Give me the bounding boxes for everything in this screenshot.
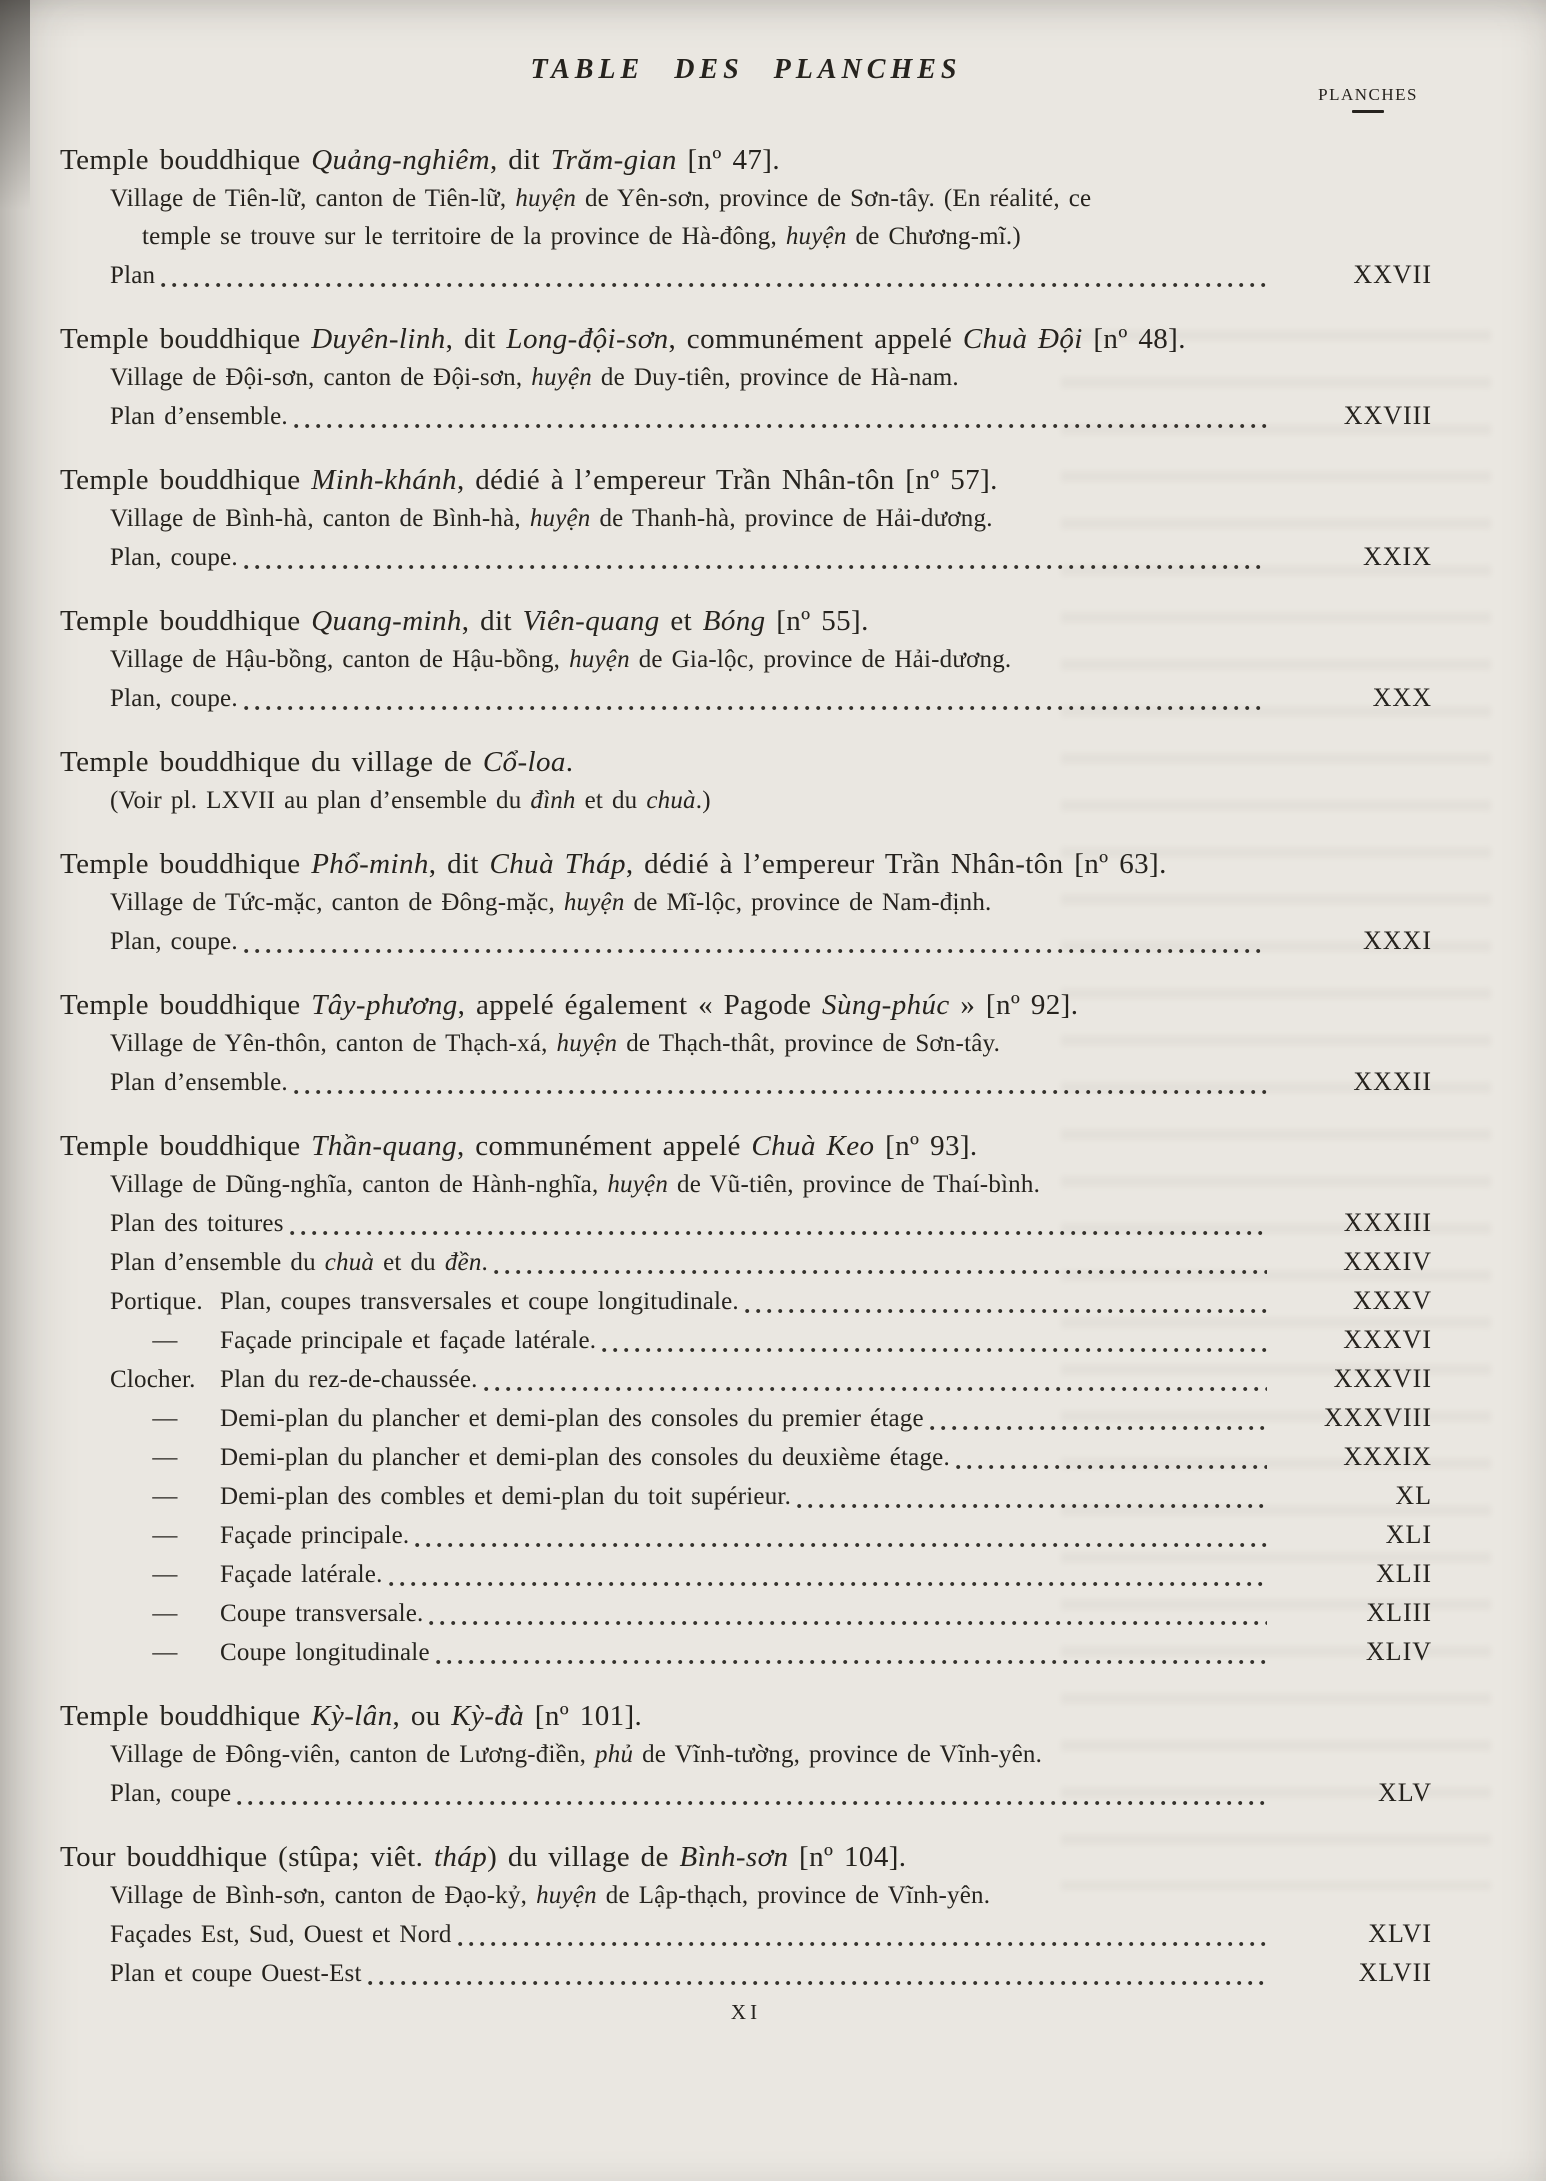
vietnamese-term: tháp [433,1841,488,1873]
dotted-leader [930,1425,1267,1431]
plate-row [60,1204,1432,1243]
dotted-leader [458,1941,1267,1947]
dotted-leader [368,1980,1267,1986]
plate-numeral: XXXIX [1343,1442,1432,1471]
plate-row [60,397,1432,436]
vietnamese-term: Trăm-gian [550,144,677,176]
plate-prefix: Portique. [110,1288,203,1315]
plate-row [60,1477,1432,1516]
plate-label: Plan, coupes transversales et coupe longitudinale. [220,1288,739,1315]
plate-numeral: XLIII [1366,1598,1432,1627]
vietnamese-term: huyện [569,646,630,673]
plate-label: Plan d’ensemble du chuà et du đền. [110,1249,488,1276]
entry-detail: Village de Đông-viên, canton de Lương-điền, phủ de Vĩnh-tường, province de Vĩnh-yên. [110,1741,1043,1768]
dotted-leader [244,564,1267,570]
dotted-leader [244,705,1267,711]
vietnamese-term: huyện [536,1882,597,1909]
plate-row [60,1438,1432,1477]
plate-row [60,256,1432,295]
vietnamese-term: Bình-sơn [679,1841,789,1873]
vietnamese-term: Bóng [702,605,766,637]
entry-detail: Village de Hậu-bồng, canton de Hậu-bồng, huyện de Gia-lộc, province de Hải-dương. [110,646,1012,673]
dotted-leader [290,1230,1267,1236]
planches-column-header [1318,86,1418,113]
dotted-leader [745,1308,1267,1314]
plate-label: Plan d’ensemble. [110,1069,288,1096]
vietnamese-term: Minh-khánh [311,464,457,496]
plate-numeral: XLV [1377,1778,1432,1807]
dotted-leader [415,1542,1267,1548]
vietnamese-term: đền [444,1249,482,1276]
table-entry [60,985,1432,1102]
vietnamese-term: chuà [324,1249,375,1276]
vietnamese-term: đình [530,787,576,814]
plate-label: Façade principale. [220,1522,410,1549]
entry-detail: Village de Tức-mặc, canton de Đông-mặc, huyện de Mĩ-lộc, province de Nam-định. [110,889,992,916]
dotted-leader [494,1269,1267,1275]
vietnamese-term: Kỳ-đà [451,1700,525,1732]
plate-row [60,1915,1432,1954]
plate-numeral: XXXV [1352,1286,1432,1315]
page-title: TABLE DES PLANCHES [530,54,962,85]
vietnamese-term: chuà [646,787,696,814]
plate-row [60,1063,1432,1102]
plate-numeral: XXXVI [1343,1325,1432,1354]
plate-label: Plan d’ensemble. [110,403,288,430]
plate-prefix: — [152,1561,178,1588]
plate-prefix: — [152,1600,178,1627]
plate-label: Coupe longitudinale [220,1639,430,1666]
vietnamese-term: Chuà Keo [751,1130,875,1162]
plate-row [60,1633,1432,1672]
plate-label: Plan des toitures [110,1210,284,1237]
dotted-leader [429,1620,1267,1626]
plate-label: Façades Est, Sud, Ouest et Nord [110,1921,452,1948]
plate-label: Demi-plan des combles et demi-plan du toit supérieur. [220,1483,792,1510]
dotted-leader [294,1089,1267,1095]
plate-row [60,1399,1432,1438]
plate-numeral: XXXIII [1343,1208,1432,1237]
plate-numeral: XLVI [1368,1919,1432,1948]
entry-detail: Village de Bình-hà, canton de Bình-hà, huyện de Thanh-hà, province de Hải-dương. [110,505,993,532]
plate-numeral: XXXI [1363,926,1432,955]
entry-heading: Temple bouddhique Tây-phương, appelé également « Pagode Sùng-phúc » [nº 92]. [60,989,1079,1021]
dotted-leader [956,1464,1267,1470]
vietnamese-term: Tây-phương [311,989,458,1021]
entry-detail: Village de Bình-sơn, canton de Đạo-kỷ, huyện de Lập-thạch, province de Vĩnh-yên. [110,1882,991,1909]
plate-label: Façade latérale. [220,1561,383,1588]
plate-numeral: XLII [1376,1559,1432,1588]
table-entry [60,140,1432,295]
dotted-leader [237,1800,1267,1806]
plate-label: Plan, coupe [110,1780,232,1807]
vietnamese-term: Phổ-minh [311,848,429,880]
vietnamese-term: huyện [563,889,625,916]
plate-label: Plan, coupe. [110,544,238,571]
table-entry [60,1696,1432,1813]
plate-prefix: — [152,1444,178,1471]
plate-numeral: XXIX [1363,542,1432,571]
vietnamese-term: Long-đội-sơn [506,323,669,355]
page-number: XI [730,2000,762,2024]
plate-numeral: XXVIII [1343,401,1432,430]
dotted-leader [436,1659,1267,1665]
plate-numeral: XLIV [1365,1637,1432,1666]
plate-row [60,1321,1432,1360]
dotted-leader [294,423,1267,429]
entry-heading: Temple bouddhique Minh-khánh, dédié à l’empereur Trần Nhân-tôn [nº 57]. [60,464,998,496]
vietnamese-term: huyện [785,223,847,250]
plate-row [60,1516,1432,1555]
plate-prefix: — [152,1522,178,1549]
table-entry [60,1837,1432,1993]
dotted-leader [161,282,1267,288]
vietnamese-term: Viên-quang [522,605,660,637]
vietnamese-term: phủ [595,1741,634,1768]
vietnamese-term: Sùng-phúc [822,989,950,1021]
plate-row [60,1954,1432,1993]
dotted-leader [484,1386,1267,1392]
table-entry [60,601,1432,718]
entry-heading: Temple bouddhique Quang-minh, dit Viên-quang et Bóng [nº 55]. [60,605,869,637]
vietnamese-term: Quảng-nghiêm [311,144,490,176]
plate-label: Plan du rez-de-chaussée. [220,1366,478,1393]
vietnamese-term: huyện [531,364,592,391]
entry-detail: Village de Đội-sơn, canton de Đội-sơn, huyện de Duy-tiên, province de Hà-nam. [110,364,959,391]
plate-row [60,1360,1432,1399]
vietnamese-term: Kỳ-lân [311,1700,393,1732]
dotted-leader [797,1503,1267,1509]
entry-detail: Village de Yên-thôn, canton de Thạch-xá, huyện de Thạch-thât, province de Sơn-tây. [110,1030,1001,1057]
plate-prefix: — [152,1327,178,1354]
plate-label: Façade principale et façade latérale. [220,1327,597,1354]
entry-heading: Temple bouddhique Duyên-linh, dit Long-đội-sơn, communément appelé Chuà Đội [nº 48]. [60,323,1186,355]
dotted-leader [602,1347,1267,1353]
plate-numeral: XXXIV [1343,1247,1432,1276]
entry-detail: Village de Dũng-nghĩa, canton de Hành-nghĩa, huyện de Vũ-tiên, province de Thaí-bình. [110,1171,1041,1198]
plate-label: Plan, coupe. [110,685,238,712]
vietnamese-term: Chuà Đội [962,323,1083,355]
plate-label: Plan, coupe. [110,928,238,955]
vietnamese-term: huyện [607,1171,669,1198]
plate-numeral: XXXII [1353,1067,1432,1096]
vietnamese-term: Duyên-linh [311,323,446,355]
plate-numeral: XXVII [1353,260,1432,289]
vietnamese-term: huyện [529,505,591,532]
table-entry [60,319,1432,436]
plate-label: Demi-plan du plancher et demi-plan des consoles du premier étage [220,1405,924,1432]
entry-heading: Temple bouddhique Kỳ-lân, ou Kỳ-đà [nº 101]. [60,1700,643,1732]
entry-detail: temple se trouve sur le territoire de la province de Hà-đông, huyện de Chương-mĩ.) [142,223,1021,250]
plate-row [60,679,1432,718]
vietnamese-term: Thần-quang [311,1130,457,1162]
table-entry [60,1126,1432,1672]
entry-heading: Temple bouddhique Thần-quang, communément appelé Chuà Keo [nº 93]. [60,1130,978,1162]
dotted-leader [389,1581,1267,1587]
vietnamese-term: huyện [556,1030,618,1057]
vietnamese-term: Quang-minh [311,605,462,637]
plate-row [60,922,1432,961]
plate-label: Plan [110,262,156,289]
entry-heading: Temple bouddhique Phổ-minh, dit Chuà Tháp, dédié à l’empereur Trần Nhân-tôn [nº 63]. [60,848,1167,880]
plate-prefix: — [152,1639,178,1666]
dotted-leader [244,948,1267,954]
plate-numeral: XL [1395,1481,1432,1510]
entry-detail: Village de Tiên-lữ, canton de Tiên-lữ, huyện de Yên-sơn, province de Sơn-tây. (En réalité, ce [110,185,1092,212]
plate-label: Plan et coupe Ouest-Est [110,1960,362,1987]
vietnamese-term: huyện [515,185,577,212]
entry-heading: Tour bouddhique (stûpa; viêt. tháp) du village de Bình-sơn [nº 104]. [60,1841,907,1873]
plate-numeral: XXX [1372,683,1432,712]
plate-list [60,140,1432,1993]
plate-prefix: — [152,1405,178,1432]
plate-prefix: Clocher. [110,1366,196,1393]
plate-row [60,1774,1432,1813]
table-entry [60,460,1432,577]
plate-row [60,1282,1432,1321]
plate-row [60,1594,1432,1633]
plate-numeral: XLI [1385,1520,1432,1549]
plate-row [60,538,1432,577]
entry-heading: Temple bouddhique Quảng-nghiêm, dit Trăm-gian [nº 47]. [60,144,780,176]
plate-label: Demi-plan du plancher et demi-plan des consoles du deuxième étage. [220,1444,950,1471]
entry-detail: (Voir pl. LXVII au plan d’ensemble du đình et du chuà.) [110,787,711,814]
plate-row [60,1555,1432,1594]
plate-prefix: — [152,1483,178,1510]
plate-numeral: XXXVII [1333,1364,1432,1393]
table-entry [60,742,1432,820]
entry-heading: Temple bouddhique du village de Cổ-loa. [60,746,574,778]
vietnamese-term: Cổ-loa [482,746,566,778]
table-entry [60,844,1432,961]
plate-label: Coupe transversale. [220,1600,424,1627]
vietnamese-term: Chuà Tháp [489,848,626,880]
plate-numeral: XLVII [1358,1958,1432,1987]
plate-row [60,1243,1432,1282]
planches-column-label: PLANCHES [1318,85,1418,104]
planches-underline-rule [1352,110,1384,113]
plate-numeral: XXXVIII [1323,1403,1432,1432]
